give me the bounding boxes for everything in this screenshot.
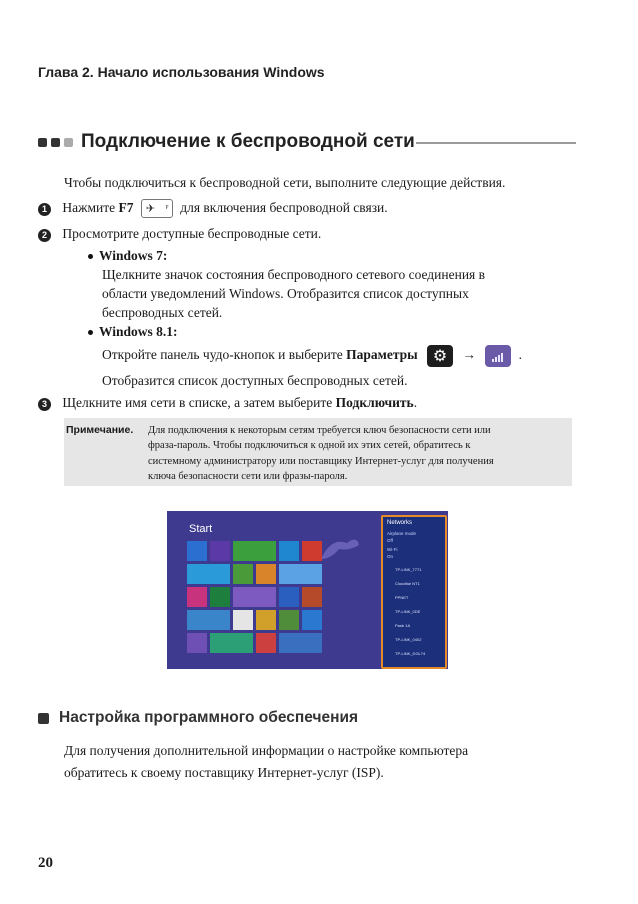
airplane-label: Airplane mode <box>387 531 417 536</box>
heading-square-icon <box>38 713 49 724</box>
section-heading-software <box>38 709 358 727</box>
section2-line: Для получения дополнительной информации о настройке компьютера <box>64 743 469 758</box>
airplane-state[interactable]: Off <box>387 538 393 543</box>
step-2 <box>38 224 321 243</box>
step-2-text: Просмотрите доступные беспроводные сети. <box>62 226 322 241</box>
step-3-text: Щелкните имя сети в списке, а затем выберите <box>62 395 336 410</box>
intro-text: Чтобы подключиться к беспроводной сети, выполните следующие действия. <box>64 175 506 190</box>
network-item[interactable]: TP-LINK_0402 <box>395 637 422 642</box>
start-label: Start <box>189 523 213 535</box>
arrow: → <box>462 347 476 363</box>
settings-label: Параметры <box>346 347 418 363</box>
note-line: фраза-пароль. Чтобы подключиться к одной их этих сетей, обратитесь к <box>148 440 471 451</box>
win7-line: Щелкните значок состояния беспроводного сетевого соединения в <box>102 267 486 282</box>
step-1-prefix: Нажмите <box>62 200 119 215</box>
win81-line-2: Отобразится список доступных беспроводных сетей. <box>102 373 408 388</box>
bullet-icon <box>88 254 93 259</box>
bullet-icon <box>88 330 93 335</box>
heading-rule <box>416 142 576 144</box>
network-item[interactable]: TP-LINK_0DE <box>395 609 421 614</box>
win7-title: Windows 7: <box>99 248 168 263</box>
windows-start-screenshot <box>167 511 448 669</box>
step-3 <box>38 393 417 412</box>
f7-key-label: F7 <box>118 200 134 215</box>
network-item[interactable]: TP-LINK_DGL74 <box>395 651 426 656</box>
section2-line: обратитесь к своему поставщику Интернет-услуг (ISP). <box>64 765 384 780</box>
step-1 <box>38 198 388 218</box>
step-number: 3 <box>38 398 51 411</box>
network-icon <box>485 345 511 367</box>
period: . <box>413 395 418 410</box>
note-line: системному администратору или поставщику Интернет-услуг для получения <box>148 456 494 467</box>
note-label: Примечание. <box>66 424 134 436</box>
page-number: 20 <box>38 855 53 871</box>
win81-instruction: Откройте панель чудо-кнопок и выберите <box>102 347 347 363</box>
note-line: Для подключения к некоторым сетям требуется ключ безопасности сети или <box>148 425 491 436</box>
win81-title: Windows 8.1: <box>99 324 178 339</box>
chapter-header: Глава 2. Начало использования Windows <box>38 64 325 80</box>
win81-line-1 <box>102 345 522 367</box>
step-number: 1 <box>38 203 51 216</box>
connect-label: Подключить <box>335 395 414 410</box>
note-line: ключа безопасности сети или фразы-пароля. <box>148 471 348 482</box>
networks-panel <box>381 515 447 669</box>
bird-graphic-icon <box>317 529 362 567</box>
network-item[interactable]: PPNET <box>395 595 409 600</box>
networks-title: Networks <box>387 520 413 526</box>
airplane-key-icon: ✈ ꜰ <box>141 199 173 218</box>
network-item[interactable]: Pasb 1A <box>395 623 411 628</box>
section-heading-wireless <box>38 131 415 153</box>
win81-title-row <box>88 322 178 341</box>
win7-line: беспроводных сетей. <box>102 305 223 320</box>
wifi-label: Wi-Fi <box>387 547 398 552</box>
section-title: Подключение к беспроводной сети <box>81 131 415 152</box>
step-1-suffix: для включения беспроводной связи. <box>180 200 388 215</box>
settings-gear-icon: ⚙ <box>427 345 453 367</box>
network-item[interactable]: TP-LINK_7771 <box>395 567 422 572</box>
section2-title: Настройка программного обеспечения <box>59 709 359 726</box>
period: . <box>518 347 523 363</box>
wifi-state[interactable]: On <box>387 554 394 559</box>
win7-title-row <box>88 246 167 265</box>
win7-line: области уведомлений Windows. Отобразится список доступных <box>102 286 469 301</box>
step-number: 2 <box>38 229 51 242</box>
heading-bullets-icon <box>38 138 73 147</box>
network-item[interactable]: Cloudfair NT1 <box>395 581 420 586</box>
